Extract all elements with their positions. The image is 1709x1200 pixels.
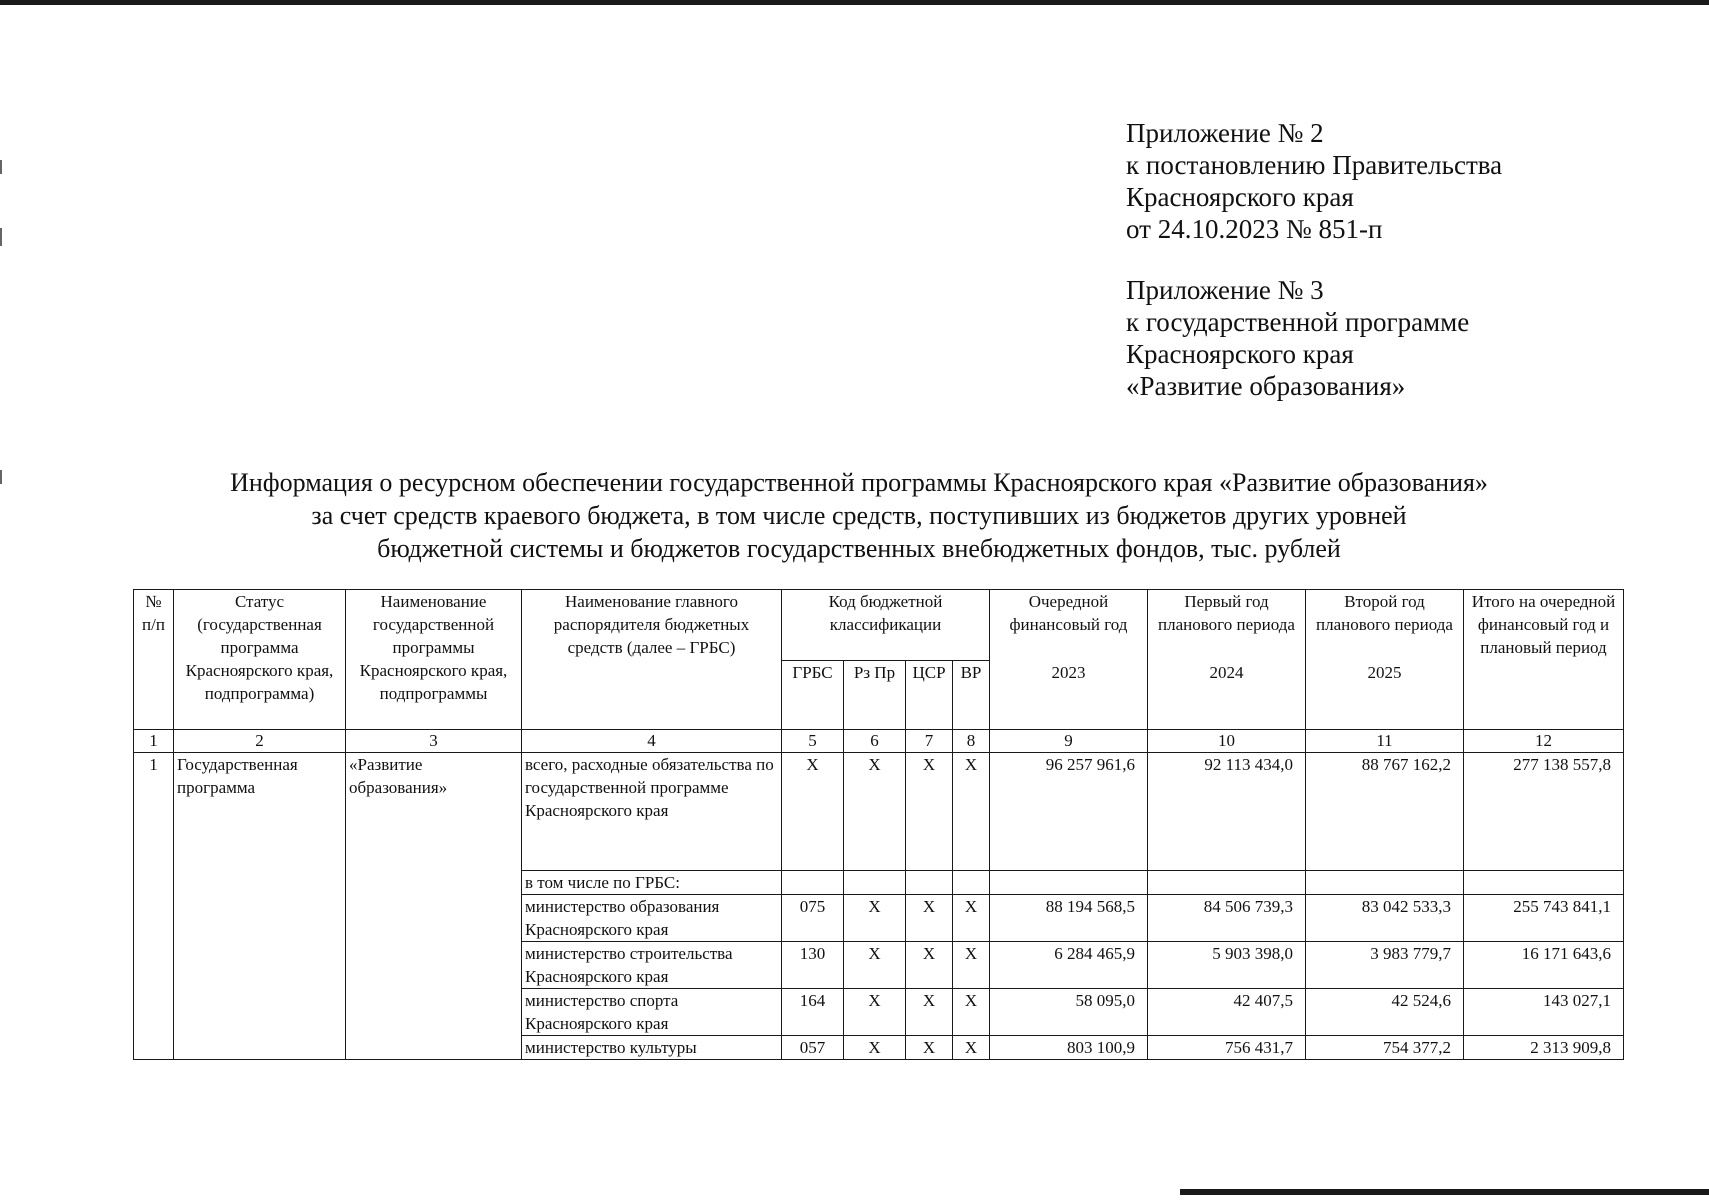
vr-cell: Х <box>953 1036 990 1060</box>
appendix-program-block <box>1126 274 1469 402</box>
vr-cell: Х <box>953 895 990 942</box>
header-status: Статус (государственная программа Красноярского края, подпрограмма) <box>174 590 346 730</box>
amount-2025-cell: 83 042 533,3 <box>1306 895 1464 942</box>
rzpr-cell: Х <box>844 989 906 1036</box>
amount-2025-cell: 88 767 162,2 <box>1306 753 1464 871</box>
column-number: 2 <box>174 730 346 753</box>
amount-total-cell: 143 027,1 <box>1464 989 1624 1036</box>
scan-margin-mark <box>0 228 2 246</box>
csr-cell: Х <box>906 1036 953 1060</box>
document-title-line: Информация о ресурсном обеспечении государственной программы Красноярского края «Развитие образования» <box>230 468 1488 497</box>
grbs-code-cell: 057 <box>782 1036 844 1060</box>
amount-total-cell: 277 138 557,8 <box>1464 753 1624 871</box>
amount-2025-cell: 3 983 779,7 <box>1306 942 1464 989</box>
amount-2023-cell: 803 100,9 <box>990 1036 1148 1060</box>
header-year1-label: Очередной финансовый год <box>990 590 1148 661</box>
amount-2023-cell: 96 257 961,6 <box>990 753 1148 871</box>
header-grbs-name: Наименование главного распорядителя бюджетных средств (далее – ГРБС) <box>522 590 782 730</box>
rzpr-cell <box>844 871 906 895</box>
column-number: 11 <box>1306 730 1464 753</box>
amount-2023-cell: 88 194 568,5 <box>990 895 1148 942</box>
rzpr-cell: Х <box>844 895 906 942</box>
csr-cell: Х <box>906 942 953 989</box>
program-status: Государственная программа <box>174 753 346 1060</box>
amount-2024-cell: 92 113 434,0 <box>1148 753 1306 871</box>
column-number: 10 <box>1148 730 1306 753</box>
amount-2024-cell: 84 506 739,3 <box>1148 895 1306 942</box>
column-number: 1 <box>134 730 174 753</box>
grbs-name-cell: министерство строительства Красноярского края <box>522 942 782 989</box>
document-title-line: за счет средств краевого бюджета, в том числе средств, поступивших из бюджетов других уровней <box>311 501 1407 530</box>
column-number: 12 <box>1464 730 1624 753</box>
appendix-decree-line: Приложение № 2 <box>1126 118 1324 148</box>
amount-2023-cell <box>990 871 1148 895</box>
column-number: 6 <box>844 730 906 753</box>
csr-cell: Х <box>906 989 953 1036</box>
amount-total-cell <box>1464 871 1624 895</box>
column-number: 9 <box>990 730 1148 753</box>
column-number: 5 <box>782 730 844 753</box>
header-total: Итого на очередной финансовый год и плановый период <box>1464 590 1624 730</box>
column-number: 8 <box>953 730 990 753</box>
vr-cell: Х <box>953 753 990 871</box>
appendix-decree-block <box>1126 117 1502 245</box>
page-top-edge <box>0 0 1709 5</box>
amount-2025-cell: 754 377,2 <box>1306 1036 1464 1060</box>
rzpr-cell: Х <box>844 1036 906 1060</box>
vr-cell: Х <box>953 989 990 1036</box>
header-year1: 2023 <box>990 661 1148 730</box>
csr-cell <box>906 871 953 895</box>
amount-2023-cell: 6 284 465,9 <box>990 942 1148 989</box>
rzpr-cell: Х <box>844 942 906 989</box>
amount-2024-cell: 756 431,7 <box>1148 1036 1306 1060</box>
header-year3: 2025 <box>1306 661 1464 730</box>
amount-total-cell: 255 743 841,1 <box>1464 895 1624 942</box>
header-csr: ЦСР <box>906 661 953 730</box>
amount-total-cell: 16 171 643,6 <box>1464 942 1624 989</box>
amount-2024-cell <box>1148 871 1306 895</box>
column-number-row <box>134 730 1624 753</box>
appendix-program-line: к государственной программе <box>1126 307 1470 337</box>
document-title <box>134 466 1584 565</box>
program-num: 1 <box>134 753 174 1060</box>
amount-2025-cell <box>1306 871 1464 895</box>
amount-2023-cell: 58 095,0 <box>990 989 1148 1036</box>
grbs-code-cell: 164 <box>782 989 844 1036</box>
header-rzpr: Рз Пр <box>844 661 906 730</box>
header-year2-label: Первый год планового периода <box>1148 590 1306 661</box>
amount-2025-cell: 42 524,6 <box>1306 989 1464 1036</box>
header-num: № п/п <box>134 590 174 730</box>
document-title-line: бюджетной системы и бюджетов государственных внебюджетных фондов, тыс. рублей <box>377 534 1341 563</box>
header-budget-code: Код бюджетной классификации <box>782 590 990 661</box>
vr-cell: Х <box>953 942 990 989</box>
amount-2024-cell: 5 903 398,0 <box>1148 942 1306 989</box>
header-grbs: ГРБС <box>782 661 844 730</box>
csr-cell: Х <box>906 753 953 871</box>
appendix-program-line: Приложение № 3 <box>1126 275 1324 305</box>
column-number: 7 <box>906 730 953 753</box>
appendix-program-line: Красноярского края <box>1126 339 1354 369</box>
header-vr: ВР <box>953 661 990 730</box>
resource-table <box>133 589 1624 1060</box>
grbs-name-cell: министерство спорта Красноярского края <box>522 989 782 1036</box>
grbs-name-cell: всего, расходные обязательства по государственной программе Красноярского края <box>522 753 782 871</box>
column-number: 3 <box>346 730 522 753</box>
column-number: 4 <box>522 730 782 753</box>
table-header-row <box>134 590 1624 661</box>
grbs-code-cell: Х <box>782 753 844 871</box>
rzpr-cell: Х <box>844 753 906 871</box>
grbs-name-cell: министерство образования Красноярского края <box>522 895 782 942</box>
page-bottom-edge <box>1180 1189 1709 1195</box>
appendix-decree-line: к постановлению Правительства <box>1126 150 1503 180</box>
amount-total-cell: 2 313 909,8 <box>1464 1036 1624 1060</box>
grbs-code-cell: 075 <box>782 895 844 942</box>
vr-cell <box>953 871 990 895</box>
grbs-code-cell <box>782 871 844 895</box>
header-year2: 2024 <box>1148 661 1306 730</box>
appendix-program-line: «Развитие образования» <box>1126 371 1406 401</box>
appendix-decree-line: Красноярского края <box>1126 182 1354 212</box>
program-name: «Развитие образования» <box>346 753 522 1060</box>
header-program-name: Наименование государственной программы Красноярского края, подпрограммы <box>346 590 522 730</box>
appendix-decree-line: от 24.10.2023 № 851-п <box>1126 214 1383 244</box>
scan-margin-mark <box>0 160 2 174</box>
csr-cell: Х <box>906 895 953 942</box>
grbs-code-cell: 130 <box>782 942 844 989</box>
header-year3-label: Второй год планового периода <box>1306 590 1464 661</box>
table-row <box>134 753 1624 871</box>
scan-margin-mark <box>0 470 2 484</box>
amount-2024-cell: 42 407,5 <box>1148 989 1306 1036</box>
grbs-name-cell: в том числе по ГРБС: <box>522 871 782 895</box>
grbs-name-cell: министерство культуры <box>522 1036 782 1060</box>
